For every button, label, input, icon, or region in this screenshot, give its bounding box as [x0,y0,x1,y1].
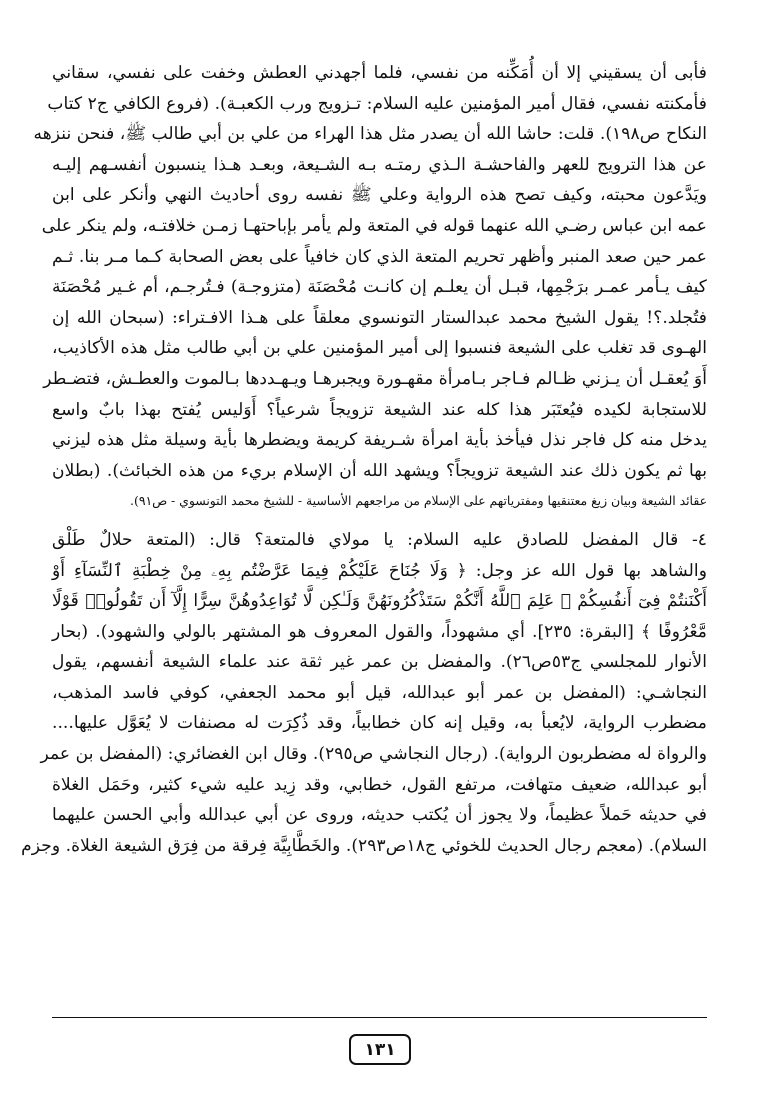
text-line: ويَدَّعون محبته، وكيف تصح هذه الرواية وعلي ﷺ نفسه روى أحاديث النهي وأنكر على ابن [52,185,707,206]
text-line: فتُجلد.؟! يقول الشيخ محمد عبدالستار التونسوي معلقاً على هـذا الافـتراء: (سبحان الله إن [52,307,707,328]
page-number: ١٣١ [349,1034,411,1065]
citation-line: عقائد الشيعة وبيان زيغ معتنقيها ومفترياتهم على الإسلام من مراجعهم الأساسية - للشيخ محمد التونسوي - ص٩١). [130,493,707,509]
text-line: عمر حين صعد المنبر وأظهر تحريم المتعة الذي كان خافياً على بعض الصحابة كـما مـر بنا. ثـم [52,246,707,267]
text-line: يدخل منه كل فاجر نذل فيأخذ بأية امرأة شـريفة كريمة ويضطرها بأية وسيلة مثل هذه ليزني [52,430,707,451]
text-line: عمه ابن عباس رضـي الله عنهما قوله في المتعة ولم يأمر بإباحتهـا زمـن خلافتـه، ولم ينكر على [41,215,707,236]
page-body [21,58,707,861]
text-line: والرواة له مضطربون الرواية). (رجال النجاشي ص٢٩٥). وقال ابن الغضائري: (المفضل بن عمر [40,744,707,765]
text-line: الهـوى قد تغلب على الشيعة فنسبوا إلى أمير المؤمنين علي بن أبي طالب مثل هذه الأكاذيب، [52,338,707,359]
text-line: فأبى أن يسقيني إلا أن أُمَكِّنه من نفسي، فلما أجهدني العطش وخفت على نفسي، سقاني [52,63,707,83]
quran-verse-line: أَكْنَنتُمْ فِىٓ أَنفُسِكُمْ ۚ عَلِمَ ٱللَّهُ أَنَّكُمْ سَتَذْكُرُونَهُنَّ وَلَـٰكِن لَّا تُوَاعِدُوهُنَّ سِرًّا إِلَّآ أَن تَقُولُوا۟ قَوْلًا [52,591,707,612]
text-line: في حديثه حَملاً عظيماً، ولا يجوز أن يُكتب حديثه، وروى عن أبي عبدالله وأبي الحسن عليهما [52,805,707,826]
text-line: فأمكنته نفسي، فقال أمير المؤمنين عليه السلام: تـزويج ورب الكعبـة). (فروع الكافي ج٢ كتاب [47,93,707,114]
text-line: أَوَ يُعقـل أن يـزني ظـالم فـاجر بـامرأة مقهـورة ويجبرهـا ويـهـددها بـالموت والعطـش، فتضـطر [43,368,707,389]
text-line: النجاشـي: (المفضل بن عمر أبو عبدالله، قيل أبو محمد الجعفي، كوفي فاسد المذهب، [52,682,707,703]
text-line: مضطرب الرواية، لايُعبأ به، وقيل إنه كان خطابياً، وقد ذُكِرَت له مصنفات لا يُعَوَّل عليها.... [52,713,707,734]
text-line: للاستجابة لكيده فيُعتَبَر هذا كله عند الشيعة تزويجاً شرعياً؟ أَوَليس يُفتح بهذا بابٌ واسع [52,399,707,420]
text-line: كيف يـأمر عمـر برَجْمِها، قبـل أن يعلـم إن كانـت مُحْصَنَة (متزوجـة) فـتُرجـم، أم غـير مُحْصَنَة [52,277,707,298]
footer-divider [52,1017,707,1018]
text-line: عن هذا الترويج للعهر والفاحشـة الـذي رمتـه بـه الشـيعة، وبعـد هـذا ينسبون أنفسـهم إليـه [52,154,707,175]
text-line: السلام). (معجم رجال الحديث للخوئي ج١٨ص٢٩٣). والخَطَّابِيَّة فِرقة من فِرَق الشيعة الغلاة. وجزم [21,835,707,856]
text-line: النكاح ص١٩٨). قلت: حاشا الله أن يصدر مثل هذا الهراء من علي بن أبي طالب ﷺ، فنحن ننزهه [33,124,707,145]
text-line: مَّعْرُوفًا ﴾ [البقرة: ٢٣٥]. أي مشهوداً، والقول المعروف هو المشتهر بالولي والشهود). (بحار [52,621,707,642]
quran-verse-line: والشاهد بها قول الله عز وجل: ﴿ وَلَا جُنَاحَ عَلَيْكُمْ فِيمَا عَرَّضْتُم بِهِۦ مِنْ خِطْبَةِ ٱلنِّسَآءِ أَوْ [52,560,707,581]
text-line: بها ثم يكون ذلك عند الشيعة تزويجاً؟ ويشهد الله أن الإسلام بريء من هذه الخبائث). (بطلان [52,460,707,481]
text-line: الأنوار للمجلسي ج٥٣ص٢٦). والمفضل بن عمر غير ثقة عند علماء الشيعة أنفسهم، يقول [52,652,707,673]
text-line: ٤- قال المفضل للصادق عليه السلام: يا مولاي فالمتعة؟ قال: (المتعة حلالٌ طَلْق [52,529,707,550]
text-line: أبو عبدالله، ضعيف متهافت، مرتفع القول، خطابي، وقد زِيد عليه شيء كثير، وحَمَل الغلاة [52,774,707,795]
